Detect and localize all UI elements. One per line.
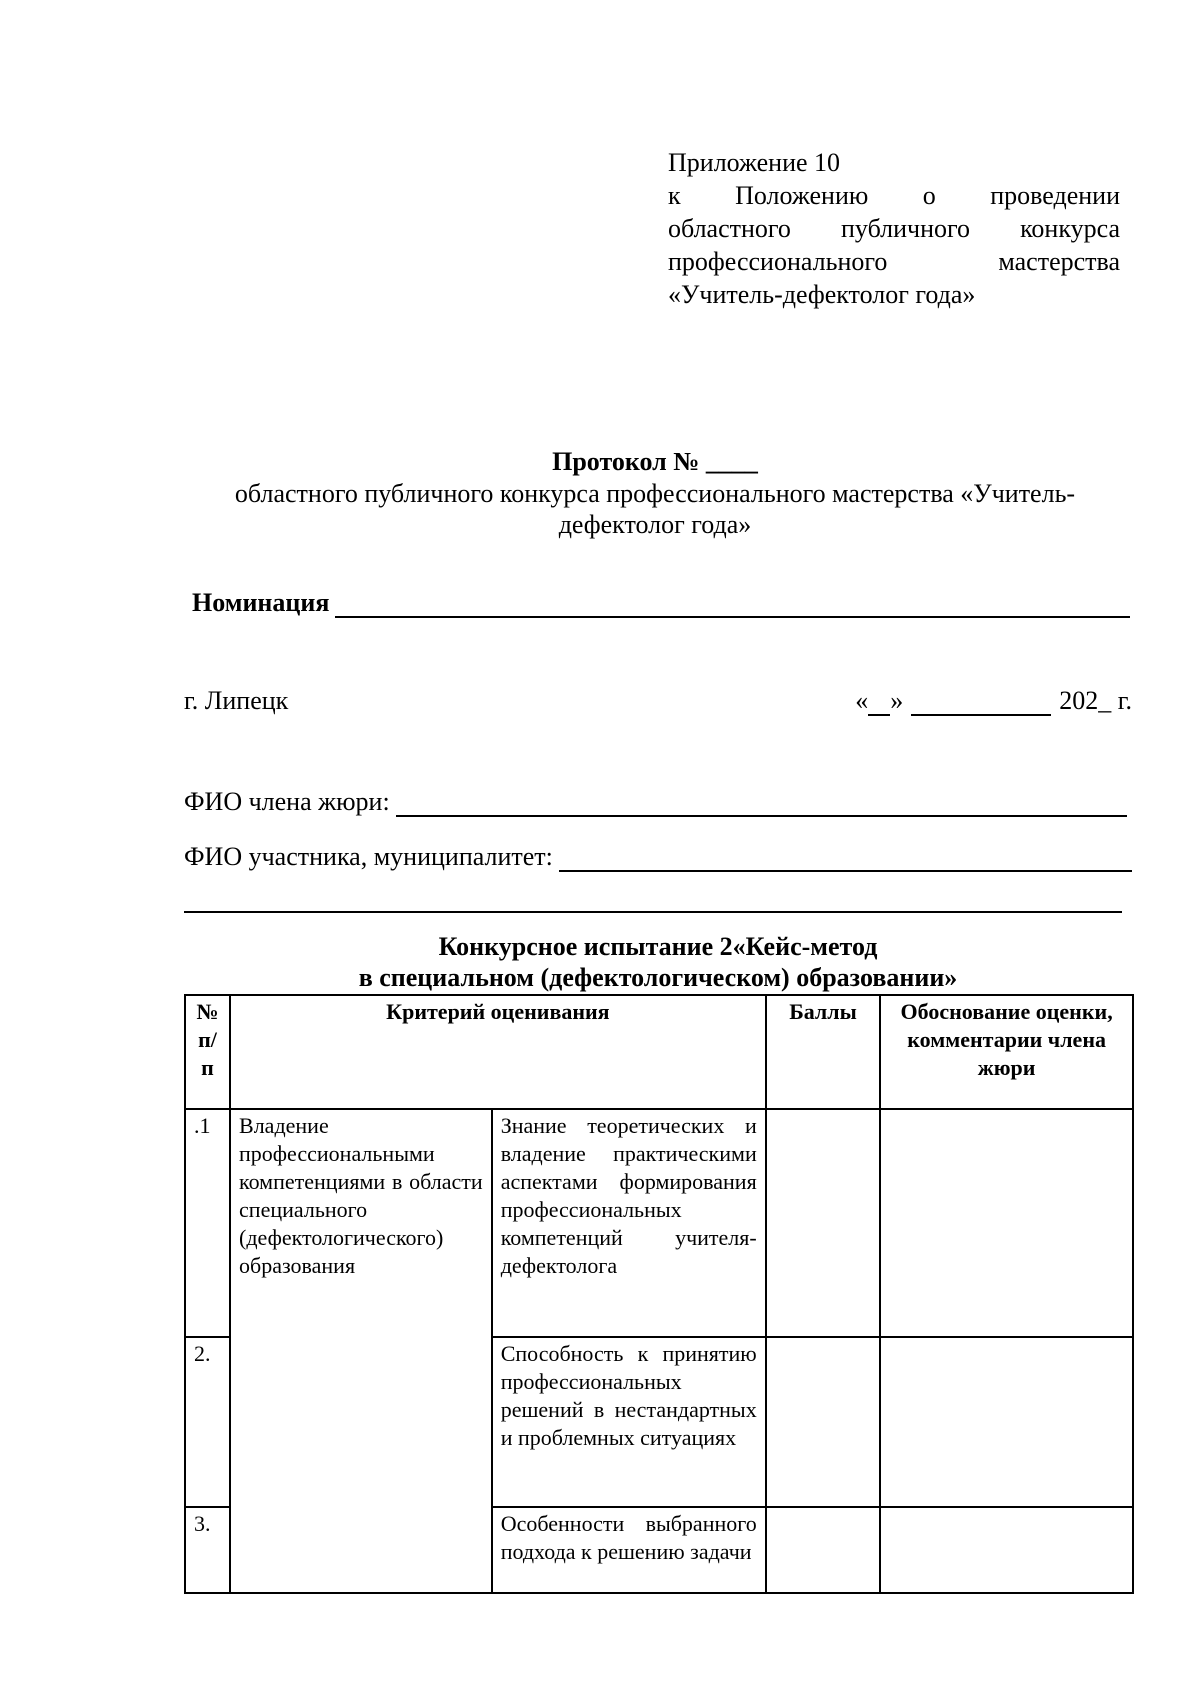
jury-member-blank[interactable] xyxy=(396,789,1127,817)
row-indicator: Способность к принятию профессиональных решений в нестандартных и проблемных ситуациях xyxy=(492,1337,766,1507)
row-indicator: Знание теоретических и владение практическими аспектами формирования профессиональных компетенций учителя-дефектолога xyxy=(492,1109,766,1337)
city-label: г. Липецк xyxy=(184,686,289,715)
appendix-line-2: к Положению о проведении xyxy=(668,181,1120,210)
day-blank[interactable] xyxy=(868,690,890,716)
header-score: Баллы xyxy=(766,995,881,1109)
place-date-row xyxy=(184,686,1132,716)
month-blank[interactable] xyxy=(911,690,1051,716)
header-criterion: Критерий оценивания xyxy=(230,995,766,1109)
row-indicator: Особенности выбранного подхода к решению задачи xyxy=(492,1507,766,1593)
participant-blank-continuation[interactable] xyxy=(184,911,1122,913)
table-header-row xyxy=(185,995,1133,1109)
evaluation-table xyxy=(184,994,1134,1594)
protocol-subtitle: областного публичного конкурса профессионального мастерства «Учитель-дефектолог года» xyxy=(234,479,1076,539)
comment-cell[interactable] xyxy=(880,1507,1133,1593)
test-title-line-2: в специальном (дефектологическом) образовании» xyxy=(358,963,958,992)
table-row xyxy=(185,1109,1133,1337)
comment-cell[interactable] xyxy=(880,1337,1133,1507)
nomination-row xyxy=(192,588,1130,618)
jury-member-label: ФИО члена жюри: xyxy=(184,787,390,816)
nomination-label: Номинация xyxy=(192,588,330,617)
score-cell[interactable] xyxy=(766,1109,881,1337)
participant-row xyxy=(184,842,1132,872)
appendix-block xyxy=(668,146,1120,311)
score-cell[interactable] xyxy=(766,1507,881,1593)
protocol-header xyxy=(190,446,1120,540)
score-cell[interactable] xyxy=(766,1337,881,1507)
row-num: .1 xyxy=(185,1109,230,1337)
test-title-line-1: Конкурсное испытание 2«Кейс-метод xyxy=(438,932,878,961)
row-num: 2. xyxy=(185,1337,230,1507)
comment-cell[interactable] xyxy=(880,1109,1133,1337)
appendix-number: Приложение 10 xyxy=(668,148,841,177)
appendix-line-5: «Учитель-дефектолог года» xyxy=(668,280,976,309)
row-num: 3. xyxy=(185,1507,230,1593)
appendix-line-3: областного публичного конкурса xyxy=(668,214,1120,243)
test-title xyxy=(184,931,1132,993)
year-label: 202_ г. xyxy=(1059,686,1132,715)
jury-member-row xyxy=(184,787,1127,817)
participant-blank[interactable] xyxy=(559,844,1132,872)
header-comment: Обоснование оценки, комментарии члена жюри xyxy=(880,995,1133,1109)
header-num: № п/п xyxy=(185,995,230,1109)
date-close-quote: » xyxy=(890,686,904,715)
protocol-title: Протокол № ____ xyxy=(552,447,758,476)
group-criterion: Владение профессиональными компетенциями в области специального (дефектологического) образования xyxy=(230,1109,492,1593)
appendix-line-4: профессионального мастерства xyxy=(668,247,1120,276)
nomination-blank[interactable] xyxy=(335,590,1130,618)
participant-label: ФИО участника, муниципалитет: xyxy=(184,842,553,871)
date-field xyxy=(855,686,1132,716)
date-open-quote: « xyxy=(855,686,869,715)
